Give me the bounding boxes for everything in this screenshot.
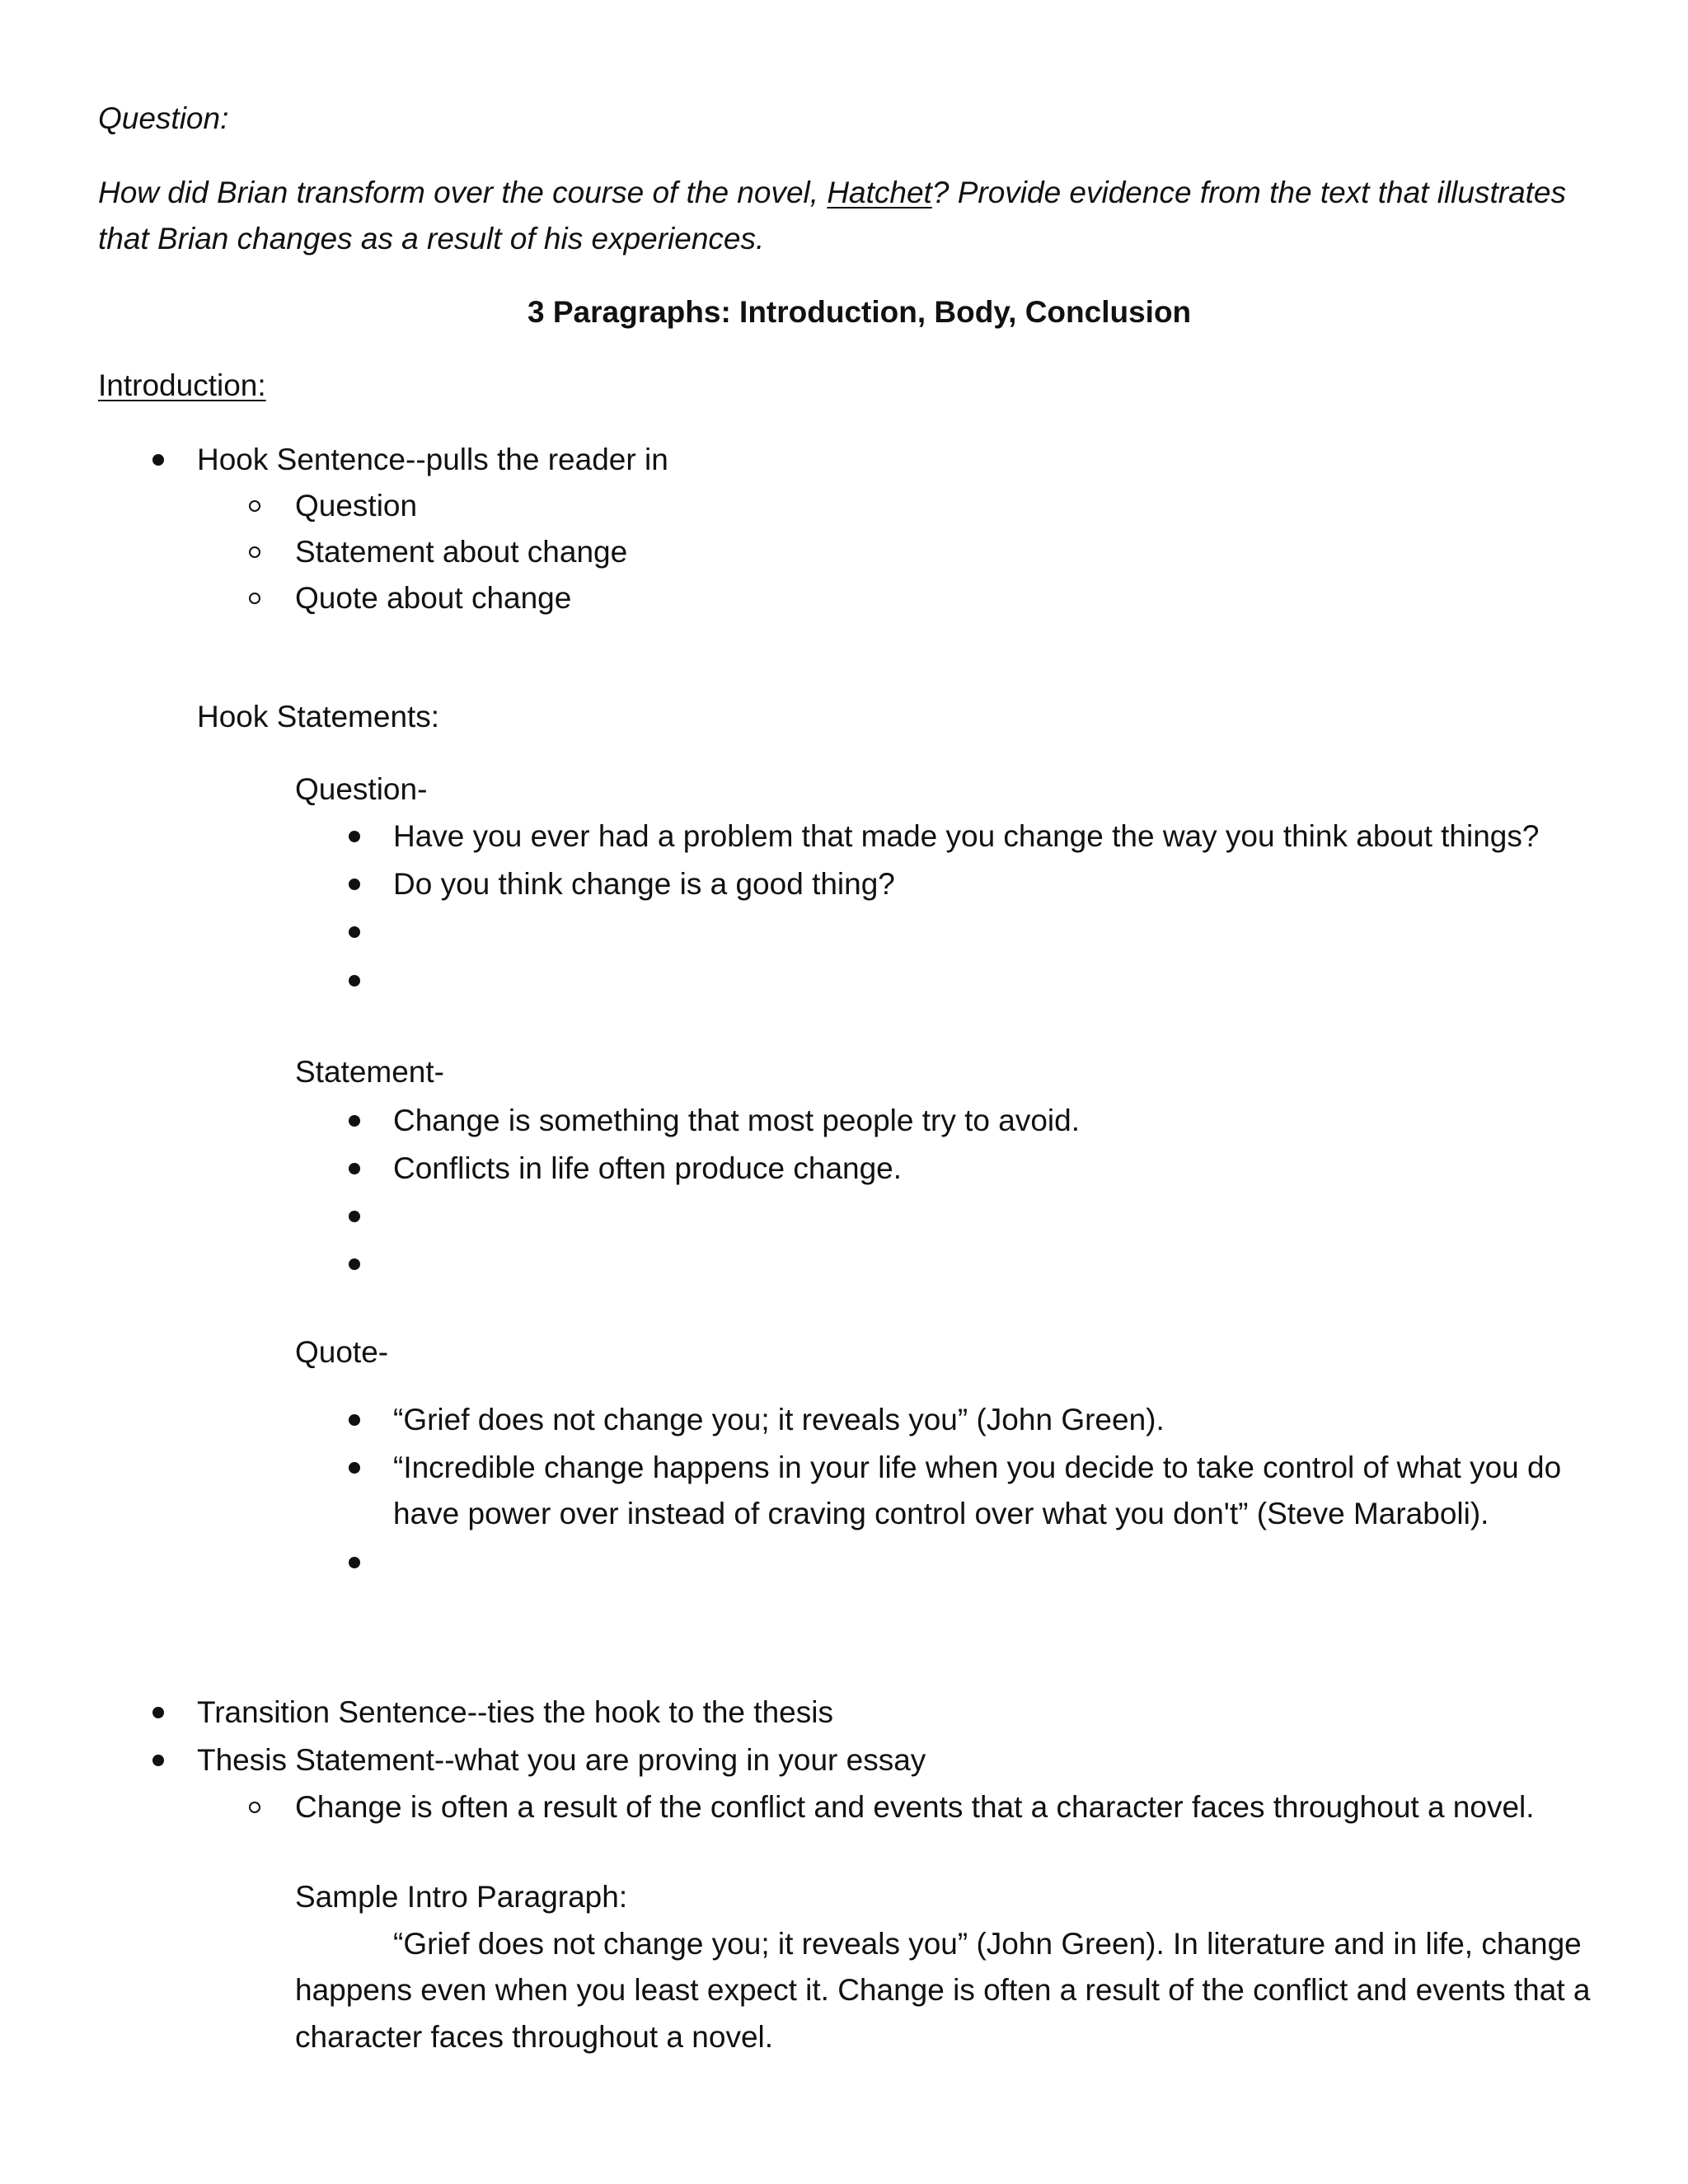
thesis-statement-item: Thesis Statement--what you are proving in your essay: [197, 1743, 926, 1777]
bullet-icon: [349, 926, 360, 938]
bullet-icon: [349, 1557, 360, 1568]
question-text-pre: How did Brian transform over the course of the novel,: [98, 176, 828, 209]
question-label: Question:: [98, 101, 229, 135]
question-text-post: ? Provide evidence from the text that illustrates: [931, 176, 1567, 209]
quote-group-label: Quote-: [295, 1335, 389, 1369]
statement-example-2: Conflicts in life often produce change.: [393, 1151, 903, 1185]
bullet-icon: [349, 1115, 360, 1127]
circle-bullet-icon: [249, 593, 260, 604]
question-example-1: Have you ever had a problem that made you change the way you think about things?: [393, 819, 1540, 853]
quote-example-2-line-2: have power over instead of craving control over what you don't” (Steve Maraboli).: [393, 1497, 1489, 1530]
hook-sentence-item: Hook Sentence--pulls the reader in: [197, 443, 668, 476]
statement-example-1: Change is something that most people try to avoid.: [393, 1104, 1080, 1137]
hook-subitem-question: Question: [295, 489, 418, 523]
quote-example-1: “Grief does not change you; it reveals you” (John Green).: [393, 1403, 1165, 1436]
bullet-icon: [349, 1414, 360, 1426]
bullet-icon: [152, 454, 164, 466]
bullet-icon: [349, 975, 360, 987]
bullet-icon: [152, 1755, 164, 1766]
transition-sentence-item: Transition Sentence--ties the hook to the thesis: [197, 1695, 833, 1729]
sample-intro-label: Sample Intro Paragraph:: [295, 1880, 628, 1914]
page-heading: 3 Paragraphs: Introduction, Body, Conclusion: [528, 295, 1192, 329]
sample-paragraph-line-2: happens even when you least expect it. Change is often a result of the conflict and events that a: [295, 1973, 1591, 2007]
hook-statements-label: Hook Statements:: [197, 700, 440, 733]
bullet-icon: [349, 831, 360, 842]
bullet-icon: [152, 1707, 164, 1718]
bullet-icon: [349, 879, 360, 890]
novel-title: Hatchet: [827, 176, 932, 209]
thesis-subitem: Change is often a result of the conflict and events that a character faces throughout a novel.: [295, 1790, 1535, 1824]
question-text-line-2: that Brian changes as a result of his experiences.: [98, 222, 765, 255]
sample-paragraph-line-3: character faces throughout a novel.: [295, 2020, 774, 2054]
hook-subitem-statement: Statement about change: [295, 535, 628, 569]
circle-bullet-icon: [249, 500, 260, 512]
question-text-line-1: [98, 169, 1566, 216]
bullet-icon: [349, 1163, 360, 1174]
introduction-label: Introduction:: [98, 368, 266, 402]
circle-bullet-icon: [249, 546, 260, 558]
circle-bullet-icon: [249, 1802, 260, 1813]
bullet-icon: [349, 1258, 360, 1270]
question-group-label: Question-: [295, 772, 428, 806]
bullet-icon: [349, 1211, 360, 1222]
question-example-2: Do you think change is a good thing?: [393, 867, 895, 901]
bullet-icon: [349, 1462, 360, 1474]
statement-group-label: Statement-: [295, 1055, 444, 1089]
quote-example-2-line-1: “Incredible change happens in your life when you decide to take control of what you do: [393, 1451, 1562, 1484]
hook-subitem-quote: Quote about change: [295, 581, 572, 615]
sample-paragraph-line-1: “Grief does not change you; it reveals you” (John Green). In literature and in life, change: [393, 1927, 1582, 1961]
